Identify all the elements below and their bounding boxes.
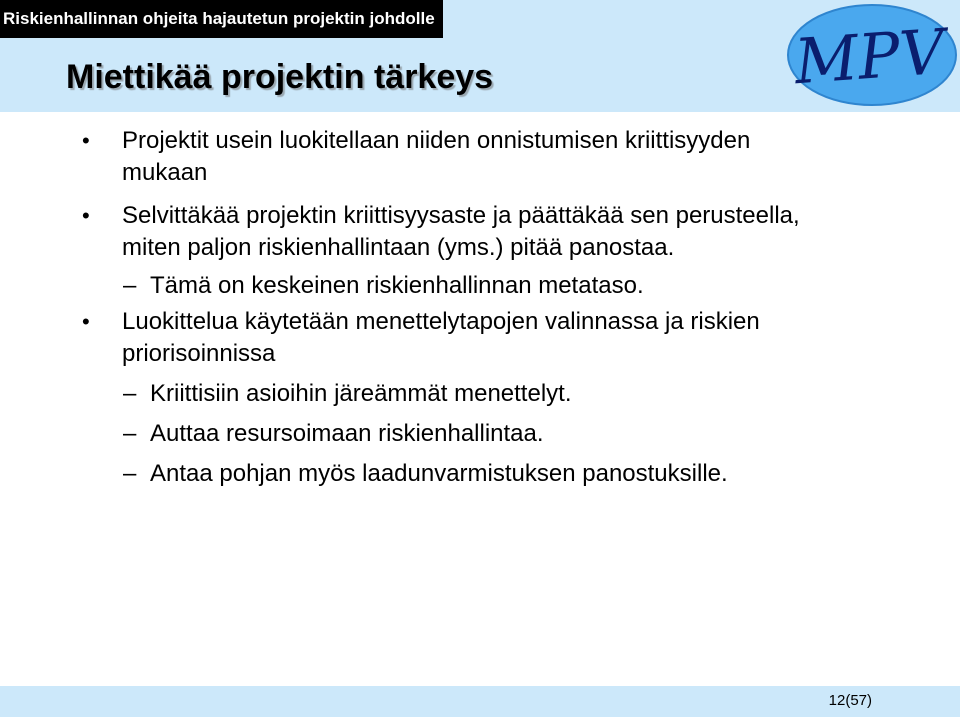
bullet-item (82, 125, 902, 189)
page-number: 12(57) (828, 692, 872, 709)
bullet-dash: – (123, 460, 137, 487)
bullet-text: Auttaa resursoimaan riskienhallintaa. (150, 420, 544, 447)
bullet-text: Kriittisiin asioihin järeämmät menettelyt. (150, 380, 572, 407)
bullet-dash: – (123, 272, 137, 299)
bullet-dot: • (82, 128, 90, 153)
slide-title: Miettikää projektin tärkeys (66, 58, 494, 96)
bullet-text: mukaan (122, 159, 208, 186)
bullet-text: Luokittelua käytetään menettelytapojen valinnassa ja riskien (122, 308, 760, 335)
bullet-dot: • (82, 203, 90, 228)
bullet-text: Selvittäkää projektin kriittisyysaste ja päättäkää sen perusteella, (122, 202, 800, 229)
mpv-logo (786, 2, 960, 108)
bullet-dash: – (123, 420, 137, 447)
sub-bullet-item (123, 378, 910, 410)
bullet-text: Antaa pohjan myös laadunvarmistuksen panostuksille. (150, 460, 728, 487)
bullet-item (82, 200, 902, 264)
sub-bullet-item (123, 270, 910, 302)
footer-band (0, 686, 960, 717)
section-label: Riskienhallinnan ohjeita hajautetun projektin johdolle (0, 0, 443, 38)
sub-bullet-item (123, 418, 910, 450)
bullet-text: Tämä on keskeinen riskienhallinnan metataso. (150, 272, 644, 299)
bullet-item (82, 306, 902, 370)
bullet-text: priorisoinnissa (122, 340, 276, 367)
sub-bullet-item (123, 458, 910, 490)
logo-text: MPV (792, 14, 947, 99)
bullet-text: miten paljon riskienhallintaan (yms.) pitää panostaa. (122, 234, 675, 261)
bullet-dash: – (123, 380, 137, 407)
bullet-text: Projektit usein luokitellaan niiden onnistumisen kriittisyyden (122, 127, 751, 154)
bullet-dot: • (82, 309, 90, 334)
